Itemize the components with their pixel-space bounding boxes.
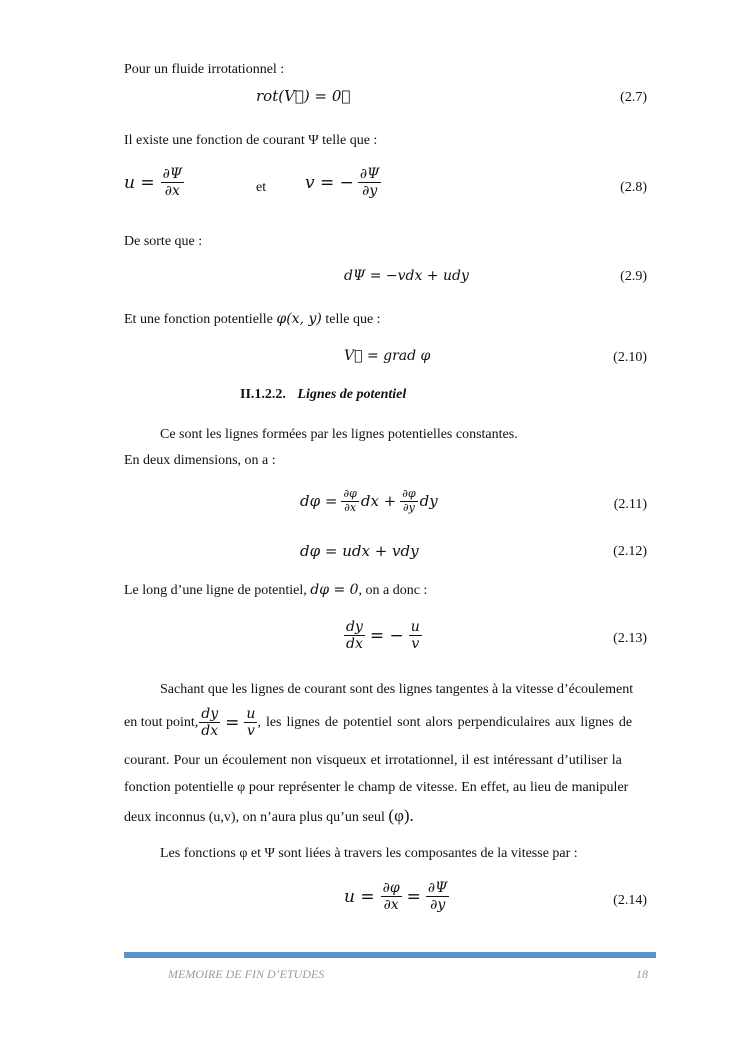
equation-2-11-mid: dx + [360,492,397,511]
fraction-denominator: ∂y [402,500,415,514]
page-number: 18 [636,967,648,981]
fraction-numerator: ∂Ψ [359,166,380,182]
along-potential-line-text [124,582,427,599]
equation-label-2-13: (2.13) [613,631,647,646]
equation-label-2-11: (2.11) [613,497,647,512]
equation-label-2-8: (2.8) [620,180,647,195]
text-segment-large: (φ). [388,806,414,825]
fraction-numerator: ∂φ [382,880,400,896]
fraction-denominator: ∂x [164,183,180,200]
equation-label-2-12: (2.12) [613,544,647,559]
inline-math: φ(x, y) [276,311,322,327]
fraction-denominator: dx [201,723,219,740]
fraction-numerator: ∂φ [402,487,416,500]
equation-2-13-fraction-right [409,619,422,652]
inline-fraction-left [199,706,220,739]
equation-2-14-fraction-psi [426,880,450,913]
paragraph-line-5 [124,806,414,826]
stream-function-text: Il existe une fonction de courant Ψ telle que : [124,133,378,148]
fraction-numerator: u [410,619,420,635]
equation-2-13-operator: = − [369,625,404,646]
section-title: Lignes de potentiel [297,387,407,402]
text-segment: en tout point, [124,714,199,730]
two-dimensions-text: En deux dimensions, on a : [124,453,276,468]
equation-label-2-9: (2.9) [620,269,647,284]
equation-2-8-u [124,166,184,199]
potential-lines-definition: Ce sont les lignes formées par les lignes potentielles constantes. [160,427,518,442]
inline-math: dφ = 0 [310,582,359,598]
paragraph-line-1: Sachant que les lignes de courant sont des lignes tangentes à la vitesse d’écoulement [160,682,634,697]
equation-2-14-lhs: u = [344,886,375,907]
potential-function-text [124,311,381,328]
fraction-numerator: ∂φ [343,487,357,500]
fraction-denominator: ∂y [362,183,378,200]
text-segment: Le long d’une ligne de potentiel, [124,583,311,598]
equation-label-2-7: (2.7) [620,90,647,105]
equation-2-8-v [305,166,381,199]
equation-2-13-fraction-left [344,619,365,652]
equation-2-14-fraction-phi [381,880,402,913]
equation-2-10: V⃗ = grad φ [344,348,431,364]
footer-title: MEMOIRE DE FIN D’ETUDES [168,967,325,981]
equation-2-13 [344,619,422,652]
inline-fraction-right [244,706,257,739]
text-segment: , les lignes de potentiel sont alors perpendiculaires aux lignes de [257,714,633,730]
equation-2-8-connector: et [256,180,267,195]
equation-2-7: rot(V⃗) = 0⃗ [256,87,351,105]
equation-2-14 [344,880,449,913]
functions-relation-text: Les fonctions φ et Ψ sont liées à travers les composantes de la vitesse par : [160,846,578,861]
equation-2-11-end: dy [419,492,438,511]
fraction-numerator: u [246,706,256,722]
equation-label-2-14: (2.14) [613,893,647,908]
fraction-numerator: ∂Ψ [162,166,183,182]
equation-2-8-u-lhs: u = [124,172,155,193]
text-segment: telle que : [321,312,381,327]
equation-2-8-u-fraction [161,166,185,199]
fraction-denominator: v [411,636,420,653]
equation-2-11-lhs: dφ = [300,492,338,511]
section-number: II.1.2.2. [240,387,286,402]
equation-2-11-fraction-y [400,488,417,514]
text-segment: , on a donc : [358,583,428,598]
fraction-numerator: ∂Ψ [427,880,448,896]
paragraph-line-2 [124,706,632,739]
equation-2-9: dΨ = −vdx + udy [344,268,469,284]
equation-2-14-operator: = [406,886,421,907]
fraction-denominator: ∂x [344,500,357,514]
paragraph-line-4: fonction potentielle φ pour représenter le champ de vitesse. En effet, au lieu de manipuler [124,780,629,795]
fraction-denominator: dx [346,636,363,653]
fraction-numerator: dy [201,706,219,722]
equation-2-11 [300,488,438,514]
section-heading [240,387,406,403]
equation-2-11-fraction-x [341,488,358,514]
text-segment: Et une fonction potentielle [124,312,277,327]
inline-operator: = [225,712,240,733]
so-that-text: De sorte que : [124,234,203,249]
equation-2-12: dφ = udx + vdy [300,542,419,560]
equation-2-8-v-lhs: v = − [305,172,354,193]
equation-2-8-v-fraction [358,166,382,199]
text-segment: deux inconnus (u,v), on n’aura plus qu’un seul [124,810,389,825]
fraction-numerator: dy [346,619,363,635]
footer-divider [124,952,656,958]
intro-text-irrotational: Pour un fluide irrotationnel : [124,62,285,77]
fraction-denominator: v [246,723,255,740]
fraction-denominator: ∂x [383,897,399,914]
fraction-denominator: ∂y [430,897,446,914]
paragraph-line-3: courant. Pour un écoulement non visqueux et irrotationnel, il est intéressant d’utiliser la [124,753,622,768]
equation-label-2-10: (2.10) [613,350,647,365]
